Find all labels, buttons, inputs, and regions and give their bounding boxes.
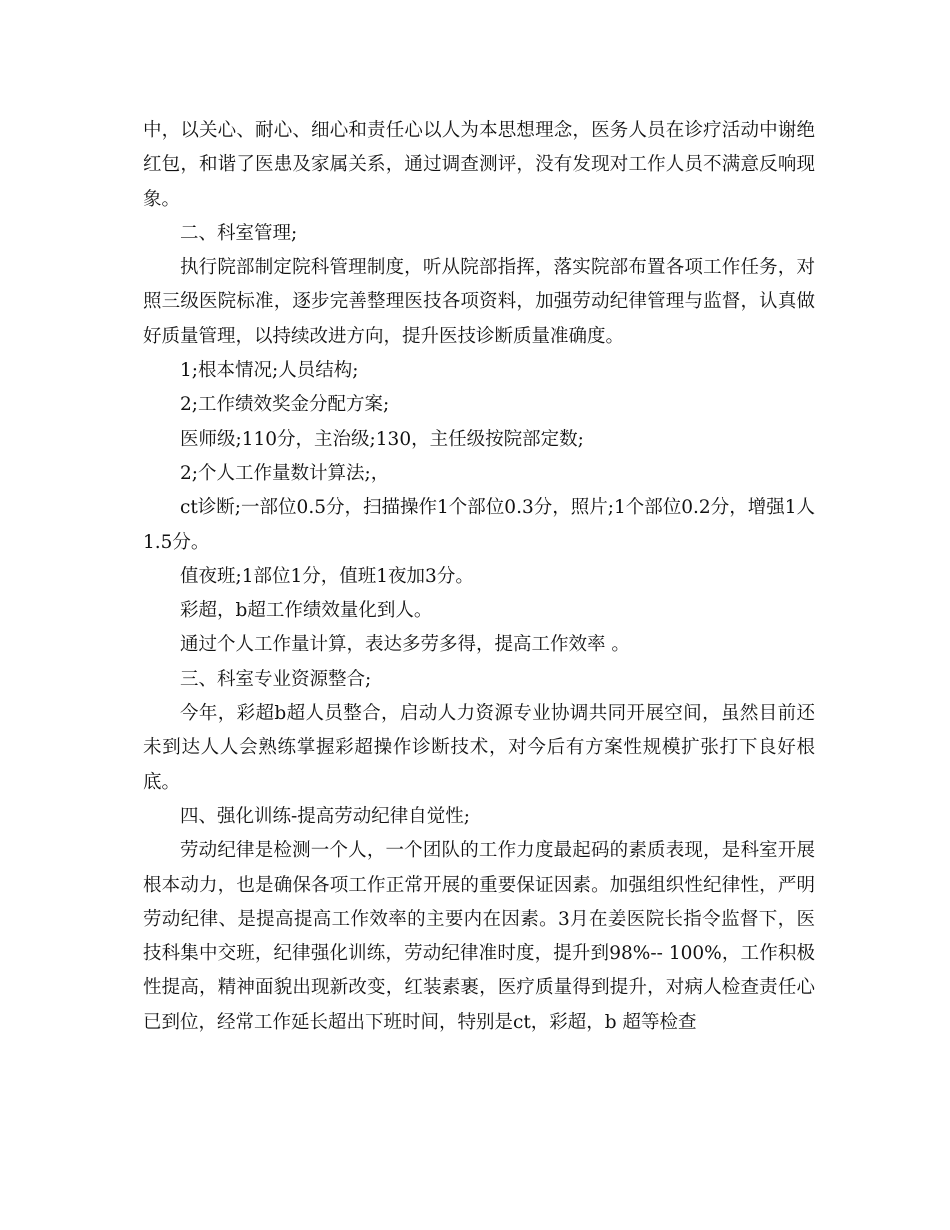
paragraph: 通过个人工作量计算，表达多劳多得，提高工作效率 。 bbox=[180, 634, 630, 656]
paragraph: ct诊断;一部位0.5分，扫描操作1个部位0.3分，照片;1个部位0.2分，增强1人1.5分。 bbox=[143, 497, 815, 553]
section-heading-discipline-training: 四、强化训练-提高劳动纪律自觉性; bbox=[180, 805, 470, 827]
paragraph-continuation: 中，以关心、耐心、细心和责任心以人为本思想理念，医务人员在诊疗活动中谢绝红包，和谐了医患及家属关系，通过调查测评，没有发现对工作人员不满意反响现象。 bbox=[143, 120, 815, 210]
paragraph: 今年，彩超b超人员整合，启动人力资源专业协调共同开展空间，虽然目前还未到达人人会熟练掌握彩超操作诊断技术，对今后有方案性规模扩张打下良好根底。 bbox=[143, 703, 815, 793]
list-item: 1;根本情况;人员结构; bbox=[180, 360, 359, 382]
paragraph: 医师级;110分，主治级;130，主任级按院部定数; bbox=[180, 428, 584, 450]
section-heading-department-management: 二、科室管理; bbox=[180, 222, 298, 244]
paragraph: 执行院部制定院科管理制度，听从院部指挥，落实院部布置各项工作任务，对照三级医院标准，逐步完善整理医技各项资料，加强劳动纪律管理与监督，认真做好质量管理，以持续改进方向，提升医技诊断质量准确度。 bbox=[143, 257, 815, 347]
paragraph: 劳动纪律是检测一个人，一个团队的工作力度最起码的素质表现，是科室开展根本动力，也是确保各项工作正常开展的重要保证因素。加强组织性纪律性，严明劳动纪律、是提高提高工作效率的主要内在因素。3月在姜医院长指令监督下，医技科集中交班，纪律强化训练，劳动纪律准时度，提升到98%-- 100%，工作积极性提高，精神面貌出现新改变，红装素裹，医疗质量得到提升，对病人检查责任心已到位，经常工作延长超出下班时间，特别是ct，彩超，b 超等检查 bbox=[143, 840, 815, 1033]
paragraph: 彩超，b超工作绩效量化到人。 bbox=[180, 600, 433, 622]
list-item: 2;个人工作量数计算法;， bbox=[180, 462, 390, 484]
paragraph: 值夜班;1部位1分，值班1夜加3分。 bbox=[180, 565, 474, 587]
document-body bbox=[143, 114, 815, 1040]
section-heading-resource-integration: 三、科室专业资源整合; bbox=[180, 668, 372, 690]
list-item: 2;工作绩效奖金分配方案; bbox=[180, 394, 390, 416]
